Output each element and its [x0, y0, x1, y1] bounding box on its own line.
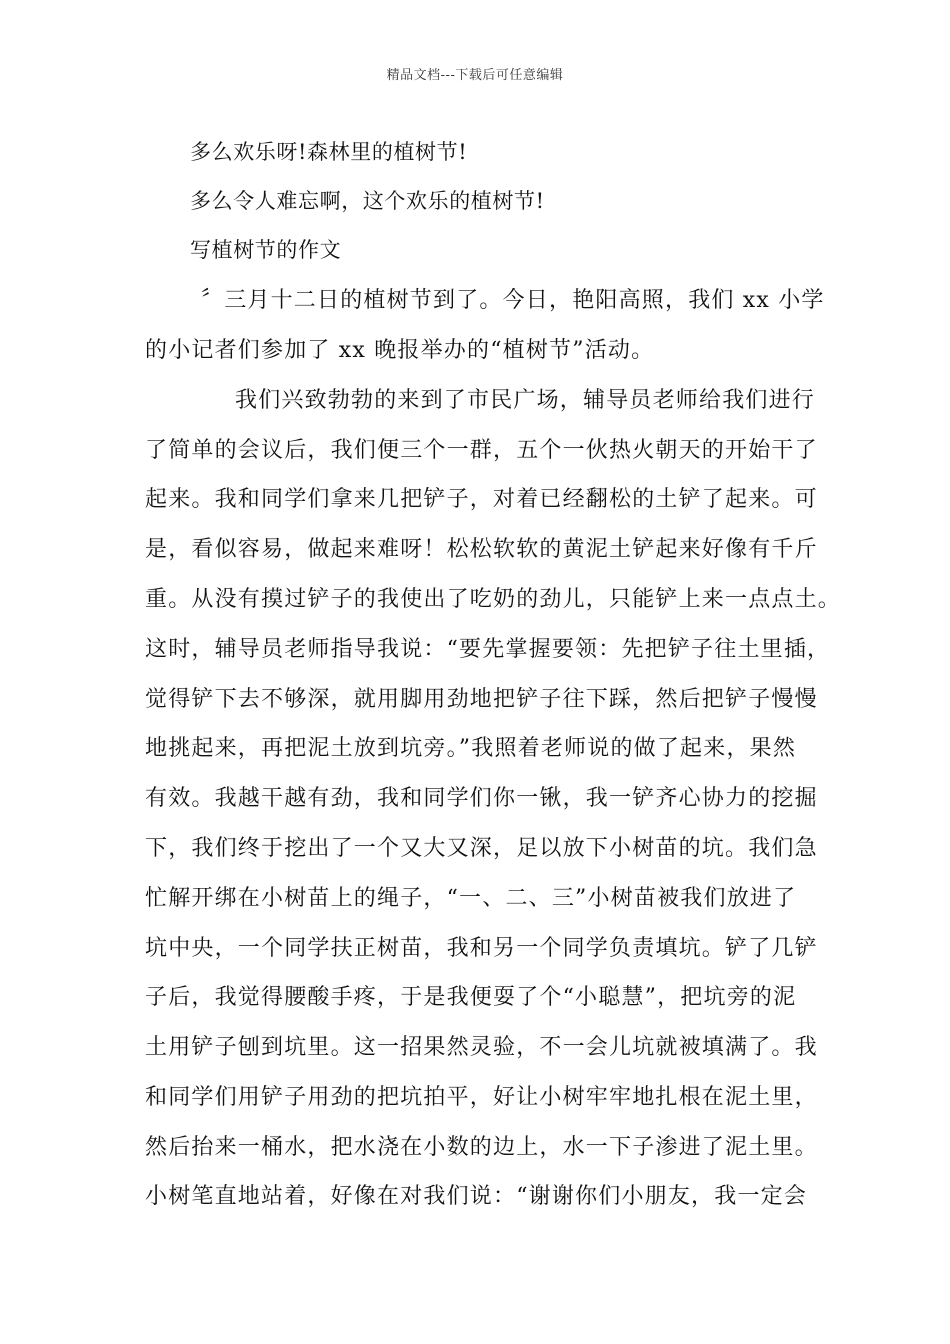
- text-line: 多么欢乐呀!森林里的植树节!: [190, 140, 468, 164]
- text-line: 〞三月十二日的植树节到了。今日，艳阳高照，我们 xx 小学: [201, 288, 825, 313]
- text-line: 是，看似容易，做起来难呀！松松软软的黄泥土铲起来好像有千斤: [145, 537, 818, 562]
- text-line: 的小记者们参加了 xx 晚报举办的“植树节”活动。: [145, 338, 655, 363]
- text-line: 重。从没有摸过铲子的我使出了吃奶的劲儿，只能铲上来一点点土。: [145, 587, 842, 612]
- text-line: 我们兴致勃勃的来到了市民广场，辅导员老师给我们进行: [235, 388, 816, 413]
- text-line: 然后抬来一桶水，把水浇在小数的边上，水一下子渗进了泥土里。: [145, 1135, 818, 1160]
- text-line: 子后，我觉得腰酸手疼，于是我便耍了个“小聪慧”，把坑旁的泥: [145, 985, 797, 1010]
- text-line: 下，我们终于挖出了一个又大又深，足以放下小树苗的坑。我们急: [145, 836, 818, 861]
- text-line: 和同学们用铲子用劲的把坑拍平，好让小树牢牢地扎根在泥土里，: [145, 1085, 818, 1110]
- text-line: 土用铲子刨到坑里。这一招果然灵验，不一会儿坑就被填满了。我: [145, 1035, 818, 1060]
- text-line: 小树笔直地站着，好像在对我们说：“谢谢你们小朋友，我一定会: [145, 1184, 808, 1209]
- text-line: 了简单的会议后，我们便三个一群，五个一伙热火朝天的开始干了: [145, 438, 818, 463]
- text-line: 地挑起来，再把泥土放到坑旁。”我照着老师说的做了起来，果然: [145, 736, 797, 761]
- page-header: 精品文档---下载后可任意编辑: [386, 68, 564, 83]
- text-line: 有效。我越干越有劲，我和同学们你一锹，我一铲齐心协力的挖掘: [145, 786, 818, 811]
- text-line: 多么令人难忘啊，这个欢乐的植树节!: [190, 189, 545, 213]
- text-line: 忙解开绑在小树苗上的绳子，“一、二、三”小树苗被我们放进了: [145, 886, 797, 911]
- text-line: 这时，辅导员老师指导我说：“要先掌握要领：先把铲子往土里插，: [145, 637, 831, 662]
- text-line: 坑中央，一个同学扶正树苗，我和另一个同学负责填坑。铲了几铲: [145, 936, 818, 961]
- text-line: 起来。我和同学们拿来几把铲子，对着已经翻松的土铲了起来。可: [145, 487, 818, 512]
- text-line: 写植树节的作文: [190, 238, 342, 262]
- text-line: 觉得铲下去不够深，就用脚用劲地把铲子往下踩，然后把铲子慢慢: [145, 687, 818, 712]
